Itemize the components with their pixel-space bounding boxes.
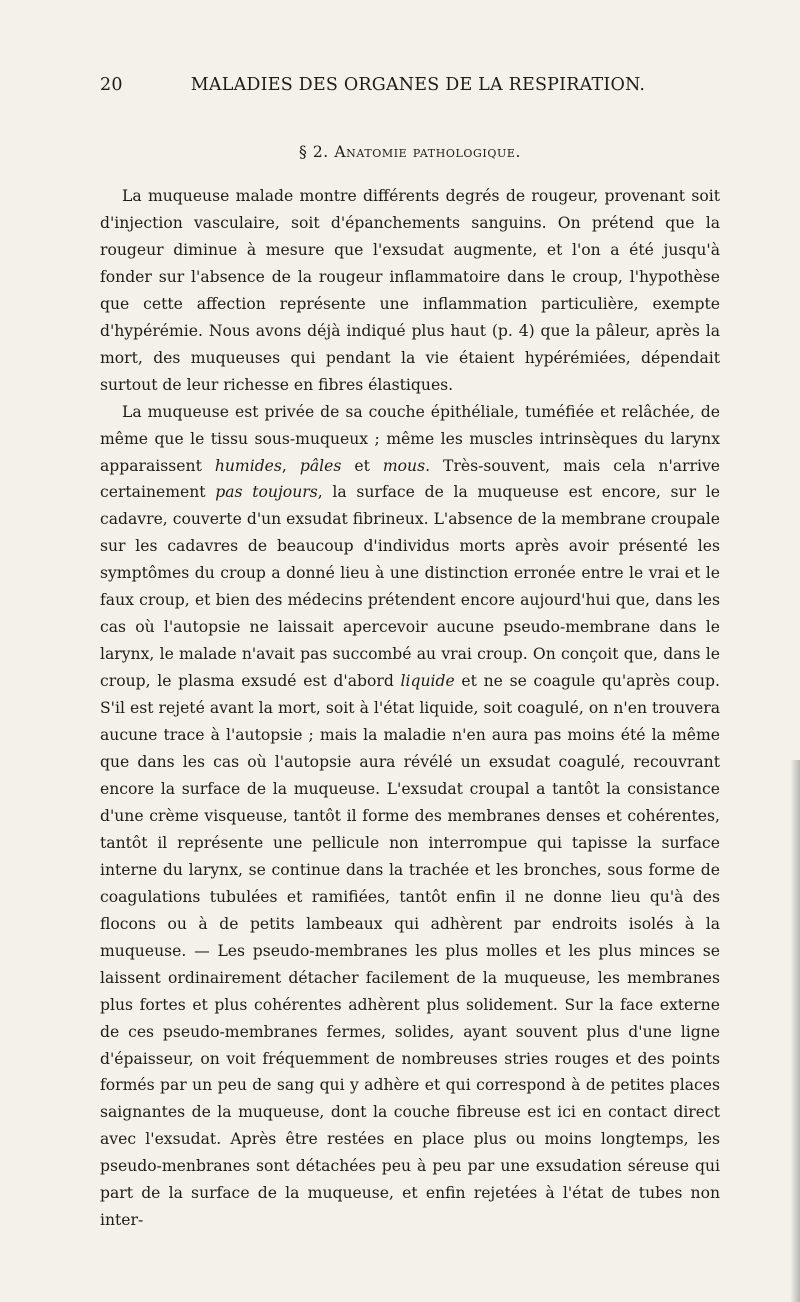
section-number: § 2. — [298, 143, 329, 161]
page-edge-shadow — [790, 760, 800, 1302]
text-run: , la surface de la muqueuse est encore, sur le cadavre, couverte d'un exsudat fibrineux. L'absence de la membrane croupale sur les cadavres de beaucoup d'individus morts après avoir présenté les symptômes du croup a donné lieu à une distinction erronée entre le vrai et le faux croup, et bien des médecins prétendent encore aujourd'hui que, dans les cas où l'autopsie ne laissait apercevoir aucune pseudo-membrane dans le larynx, le malade n'avait pas succombé au vrai croup. On conçoit que, dans le croup, le plasma exsudé est d'abord — [100, 483, 720, 691]
section-title: Anatomie pathologique. — [334, 143, 522, 161]
text-run: et ne se coagule qu'après coup. S'il est rejeté avant la mort, soit à l'état liquide, soit coagulé, on n'en trouvera aucune trace à l'autopsie ; mais la maladie n'en aura pas moins été la même que dans les cas où l'autopsie aura révélé un exsudat coagulé, recouvrant encore la surface de la muqueuse. L'exsudat croupal a tantôt la consistance d'une crème visqueuse, tantôt il forme des membranes denses et cohérentes, tantôt il représente une pellicule non interrompue qui tapisse la surface interne du larynx, se continue dans la trachée et les bronches, sous forme de coagulations tubulées et ramifiées, tantôt enfin il ne donne lieu qu'à des flocons ou à de petits lambeaux qui adhèrent par endroits isolés à la muqueuse. — Les pseudo-membranes les plus molles et les plus minces se laissent ordinairement détacher facilement de la muqueuse, les membranes plus fortes et plus cohérentes adhèrent plus solidement. Sur la face externe de ces pseudo-membranes fermes, solides, ayant souvent plus d'une ligne d'épaisseur, on voit fréquemment de nombreuses stries rouges et des points formés par un peu de sang qui y adhère et qui correspond à de petites places saignantes de la muqueuse, dont la couche fibreuse est ici en contact direct avec l'exsudat. Après être restées en place plus ou moins longtemps, les pseudo-menbranes sont détachées peu à peu par une exsudation séreuse qui part de la surface de la muqueuse, et enfin rejetées à l'état de tubes non inter- — [100, 672, 720, 1230]
running-head — [100, 75, 720, 99]
text-run: , — [281, 456, 300, 475]
paragraph-2 — [100, 399, 720, 1235]
text-run: . Très-souvent, mais cela n'arrive certainement — [100, 456, 720, 502]
italic-run: liquide — [400, 672, 455, 691]
italic-run: mous — [382, 456, 426, 475]
running-title: MALADIES DES ORGANES DE LA RESPIRATION. — [190, 75, 646, 95]
text-run: et — [341, 456, 383, 475]
paragraph-1: La muqueuse malade montre différents degrés de rougeur, provenant soit d'injection vasculaire, soit d'épanchements sanguins. On prétend que la rougeur diminue à mesure que l'exsudat augmente, et l'on a été jusqu'à fonder sur l'absence de la rougeur inflammatoire dans le croup, l'hypothèse que cette affection représente une inflammation particulière, exempte d'hypérémie. Nous avons déjà indiqué plus haut (p. 4) que la pâleur, après la mort, des muqueuses qui pendant la vie étaient hypérémiées, dépendait surtout de leur richesse en fibres élastiques. — [100, 187, 720, 394]
section-heading — [100, 143, 720, 161]
page-number: 20 — [100, 75, 123, 95]
italic-run: pas toujours — [215, 483, 318, 502]
body-text — [100, 183, 720, 1234]
italic-run: pâles — [299, 456, 342, 475]
italic-run: humides — [214, 456, 282, 475]
text-run: La muqueuse est privée de sa couche épithéliale, tuméfiée et relâchée, de même que le tissu sous-muqueux ; même les muscles intrinsèques du larynx apparaissent — [100, 402, 720, 475]
